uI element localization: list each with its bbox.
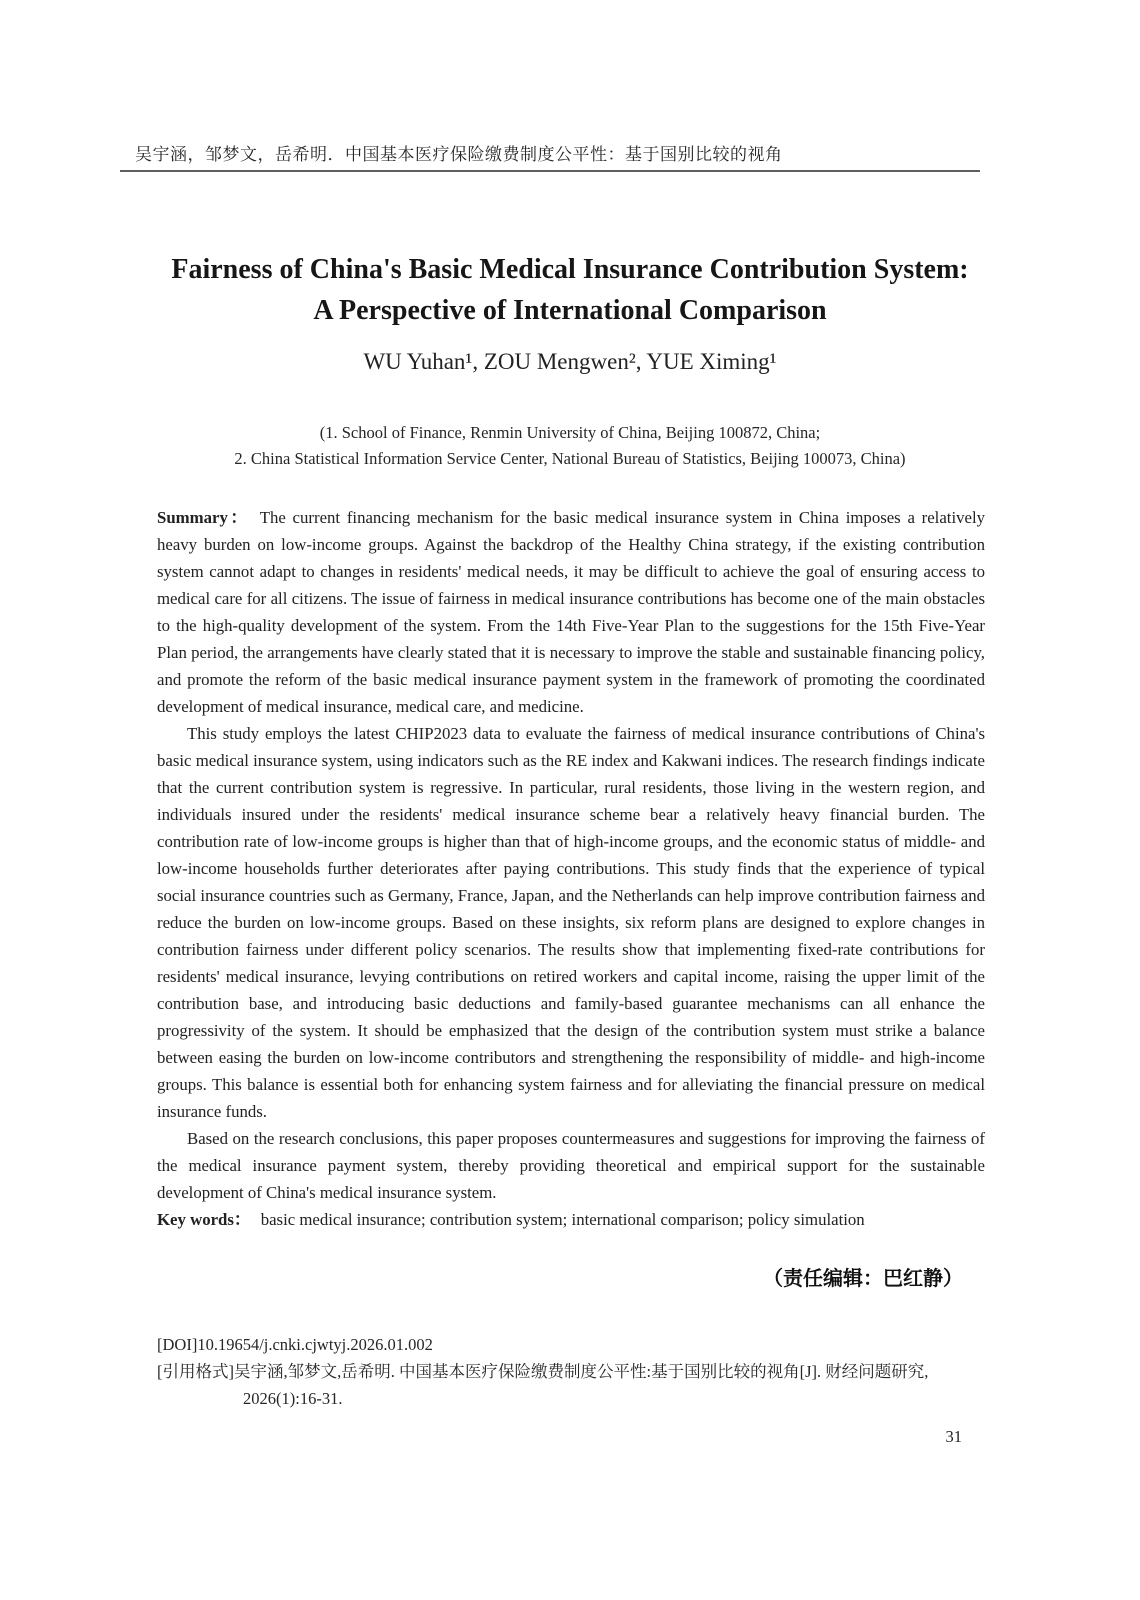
affiliations (0, 420, 1140, 472)
keywords-text: basic medical insurance; contribution system; international comparison; policy simulation (260, 1210, 865, 1229)
keywords-line (157, 1206, 985, 1233)
doi-line: [DOI]10.19654/j.cnki.cjwtyj.2026.01.002 (157, 1335, 433, 1354)
article-title-line2: A Perspective of International Comparison (313, 295, 827, 326)
article-title (0, 249, 1140, 331)
keywords-label: Key words： (157, 1210, 251, 1229)
affiliation-line-2: 2. China Statistical Information Service Center, National Bureau of Statistics, Beijing 100073, China) (234, 449, 906, 468)
running-head: 吴宇涵，邹梦文，岳希明．中国基本医疗保险缴费制度公平性：基于国别比较的视角 (135, 145, 783, 164)
responsible-editor-note: （责任编辑：巴红静） (763, 1268, 963, 1290)
summary-paragraph-1-text: The current financing mechanism for the basic medical insurance system in China imposes a relatively heavy burden on low-income groups. Against the backdrop of the Healthy China strategy, if the existing contribution system cannot adapt to changes in residents' medical needs, it may be difficult to achieve the goal of ensuring access to medical care for all citizens. The issue of fairness in medical insurance contributions has become one of the main obstacles to the high-quality development of the system. From the 14th Five-Year Plan to the suggestions for the 15th Five-Year Plan period, the arrangements have clearly stated that it is necessary to improve the stable and sustainable financing policy, and promote the reform of the basic medical insurance payment system in the framework of promoting the coordinated development of medical insurance, medical care, and medicine. (157, 508, 986, 716)
citation-line-2: 2026(1):16-31. (243, 1389, 343, 1408)
affiliation-line-1: (1. School of Finance, Renmin University of China, Beijing 100872, China; (319, 423, 821, 442)
authors-line: WU Yuhan¹, ZOU Mengwen², YUE Ximing¹ (363, 349, 777, 374)
summary-label: Summary： (157, 508, 250, 527)
citation-line-1: [引用格式]吴宇涵,邹梦文,岳希明. 中国基本医疗保险缴费制度公平性:基于国别比较的视角[J]. 财经问题研究, (157, 1362, 929, 1381)
header-rule (120, 170, 980, 172)
page-number: 31 (945, 1427, 962, 1446)
citation-block (157, 1331, 997, 1412)
summary-paragraph-3: Based on the research conclusions, this paper proposes countermeasures and suggestions for improving the fairness of the medical insurance payment system, thereby providing theoretical and empirical support for the sustainable development of China's medical insurance system. (157, 1129, 985, 1202)
article-title-line1: Fairness of China's Basic Medical Insurance Contribution System: (171, 254, 969, 285)
summary-paragraph-1 (157, 504, 985, 720)
summary-paragraph-2: This study employs the latest CHIP2023 data to evaluate the fairness of medical insurance contributions of China's basic medical insurance system, using indicators such as the RE index and Kakwani indices. The research findings indicate that the current contribution system is regressive. In particular, rural residents, those living in the western region, and individuals insured under the residents' medical insurance scheme bear a relatively heavy financial burden. The contribution rate of low-income groups is higher than that of high-income groups, and the economic status of middle- and low-income households further deteriorates after paying contributions. This study finds that the experience of typical social insurance countries such as Germany, France, Japan, and the Netherlands can help improve contribution fairness and reduce the burden on low-income groups. Based on these insights, six reform plans are designed to explore changes in contribution fairness under different policy scenarios. The results show that implementing fixed-rate contributions for residents' medical insurance, levying contributions on retired workers and capital income, raising the upper limit of the contribution base, and introducing basic deductions and family-based guarantee mechanisms can all enhance the progressivity of the system. It should be emphasized that the design of the contribution system must strike a balance between easing the burden on low-income contributors and strengthening the responsibility of middle- and high-income groups. This balance is essential both for enhancing system fairness and for alleviating the financial pressure on medical insurance funds. (157, 724, 985, 1121)
abstract-section (157, 504, 985, 1233)
